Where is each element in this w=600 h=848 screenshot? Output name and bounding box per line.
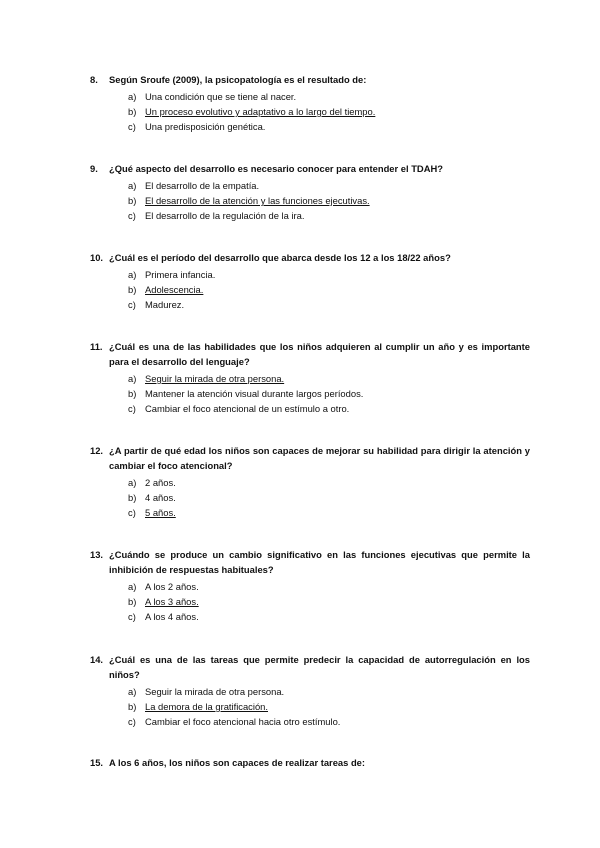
option-b-correct: b) Adolescencia. [128,284,204,295]
question-10 [90,250,530,312]
question-text: ¿Cuál es una de las tareas que permite predecir la capacidad de autorregulación en los niños? [109,654,530,680]
question-text: ¿Cuál es el período del desarrollo que abarca desde los 12 a los 18/22 años? [109,252,451,263]
question-9 [90,161,530,223]
option-a: a) 2 años. [128,477,176,488]
question-number: 8. [90,74,98,85]
option-c: c) Madurez. [128,299,185,310]
options-list [90,89,530,134]
option-b: b) Mantener la atención visual durante largos períodos. [128,388,364,399]
question-text: ¿Cuándo se produce un cambio significativo en las funciones ejecutivas que permite la inhibición de respuestas habituales? [109,549,530,575]
question-text: ¿Cuál es una de las habilidades que los niños adquieren al cumplir un año y es importante para el desarrollo del lenguaje? [109,341,530,367]
question-15 [90,755,530,770]
option-a: a) Seguir la mirada de otra persona. [128,686,285,697]
option-b-correct: b) La demora de la gratificación. [128,701,268,712]
options-list [90,684,530,729]
question-text: ¿Qué aspecto del desarrollo es necesario conocer para entender el TDAH? [109,163,443,174]
option-a: a) A los 2 años. [128,581,199,592]
option-b: b) 4 años. [128,492,176,503]
option-c: c) Cambiar el foco atencional de un estímulo a otro. [128,403,350,414]
question-number: 11. [90,341,103,352]
options-list [90,475,530,520]
question-number: 9. [90,163,98,174]
option-c: c) Una predisposición genética. [128,121,266,132]
option-a-correct: a) Seguir la mirada de otra persona. [128,373,285,384]
option-a: a) El desarrollo de la empatía. [128,180,260,191]
question-number: 14. [90,654,104,665]
option-c-correct: c) 5 años. [128,507,176,518]
question-12 [90,443,530,520]
question-number: 10. [90,252,104,263]
option-c: c) Cambiar el foco atencional hacia otro estímulo. [128,716,341,727]
question-number: 12. [90,445,104,456]
question-text: A los 6 años, los niños son capaces de realizar tareas de: [109,757,366,768]
question-number: 13. [90,549,104,560]
option-b-correct: b) A los 3 años. [128,596,199,607]
options-list [90,267,530,312]
option-b-correct: b) El desarrollo de la atención y las funciones ejecutivas. [128,195,370,206]
options-list [90,371,530,416]
option-a: a) Una condición que se tiene al nacer. [128,91,297,102]
options-list [90,178,530,223]
question-number: 15. [90,757,104,768]
question-text: Según Sroufe (2009), la psicopatología es el resultado de: [109,74,367,85]
question-11 [90,339,530,416]
option-b-correct: b) Un proceso evolutivo y adaptativo a lo largo del tiempo. [128,106,376,117]
option-a: a) Primera infancia. [128,269,216,280]
options-list [90,579,530,624]
question-text: ¿A partir de qué edad los niños son capaces de mejorar su habilidad para dirigir la atención y cambiar el foco atencional? [109,445,530,471]
question-13 [90,547,530,624]
question-14 [90,652,530,729]
option-c: c) A los 4 años. [128,611,199,622]
option-c: c) El desarrollo de la regulación de la ira. [128,210,305,221]
question-8 [90,72,530,134]
